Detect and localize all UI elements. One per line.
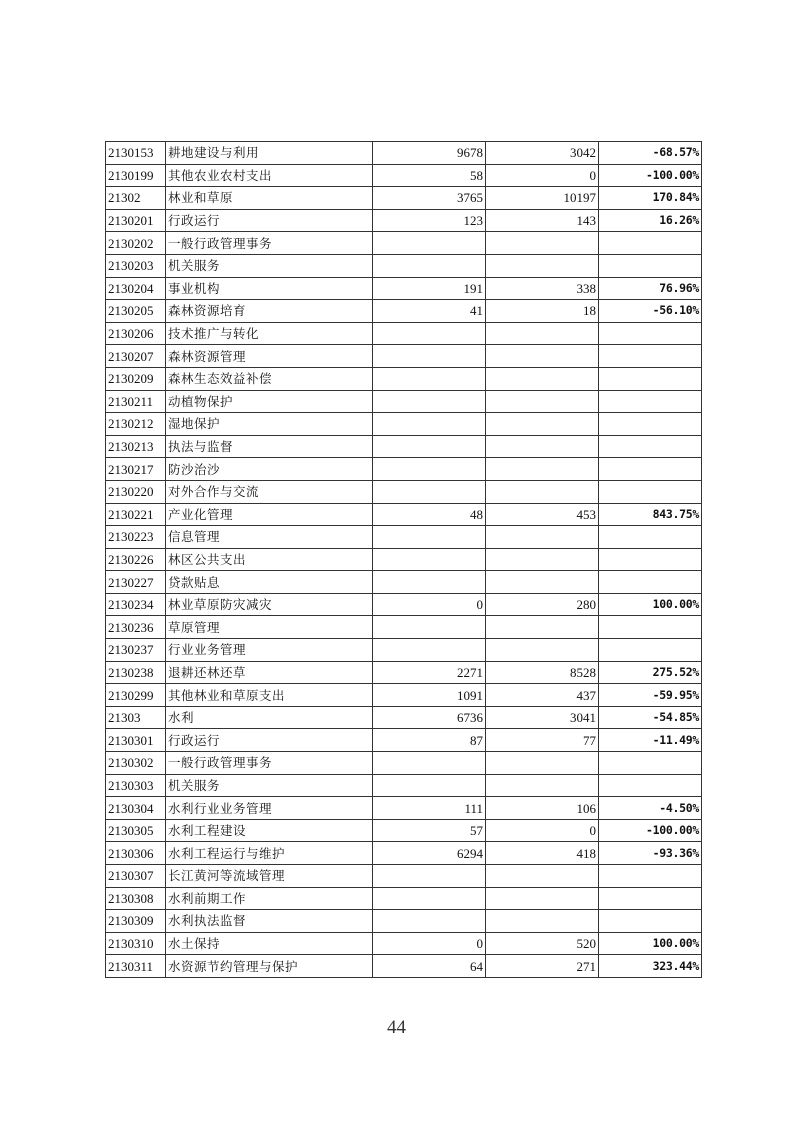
- current-amount-cell: [486, 367, 599, 390]
- item-code-cell: 2130234: [106, 593, 166, 616]
- table-row: [106, 232, 702, 255]
- item-name-cell: 水土保持: [166, 932, 373, 955]
- item-name-cell: 事业机构: [166, 277, 373, 300]
- item-name-cell: 行政运行: [166, 729, 373, 752]
- change-rate-cell: 76.96%: [599, 277, 702, 300]
- item-name-cell: 机关服务: [166, 774, 373, 797]
- item-name-cell: 水利: [166, 706, 373, 729]
- current-amount-cell: [486, 865, 599, 888]
- item-name-cell: 湿地保护: [166, 413, 373, 436]
- change-rate-cell: [599, 639, 702, 662]
- change-rate-cell: [599, 345, 702, 368]
- item-code-cell: 2130306: [106, 842, 166, 865]
- item-code-cell: 2130307: [106, 865, 166, 888]
- current-amount-cell: 453: [486, 503, 599, 526]
- previous-amount-cell: [373, 413, 486, 436]
- item-code-cell: 2130202: [106, 232, 166, 255]
- current-amount-cell: 0: [486, 819, 599, 842]
- item-name-cell: 一般行政管理事务: [166, 232, 373, 255]
- previous-amount-cell: 0: [373, 593, 486, 616]
- change-rate-cell: 16.26%: [599, 209, 702, 232]
- item-code-cell: 2130308: [106, 887, 166, 910]
- change-rate-cell: [599, 367, 702, 390]
- item-name-cell: 技术推广与转化: [166, 322, 373, 345]
- previous-amount-cell: [373, 571, 486, 594]
- previous-amount-cell: 6294: [373, 842, 486, 865]
- current-amount-cell: 8528: [486, 661, 599, 684]
- item-code-cell: 2130238: [106, 661, 166, 684]
- change-rate-cell: [599, 435, 702, 458]
- item-name-cell: 森林资源培育: [166, 300, 373, 323]
- table-row: [106, 322, 702, 345]
- change-rate-cell: [599, 616, 702, 639]
- item-code-cell: 2130153: [106, 142, 166, 165]
- item-code-cell: 2130310: [106, 932, 166, 955]
- table-row: [106, 209, 702, 232]
- change-rate-cell: -68.57%: [599, 142, 702, 165]
- table-row: [106, 752, 702, 775]
- item-name-cell: 水利工程运行与维护: [166, 842, 373, 865]
- current-amount-cell: [486, 254, 599, 277]
- item-code-cell: 21302: [106, 187, 166, 210]
- item-name-cell: 防沙治沙: [166, 458, 373, 481]
- previous-amount-cell: [373, 232, 486, 255]
- current-amount-cell: 18: [486, 300, 599, 323]
- item-name-cell: 耕地建设与利用: [166, 142, 373, 165]
- table-row: [106, 571, 702, 594]
- change-rate-cell: -11.49%: [599, 729, 702, 752]
- previous-amount-cell: [373, 774, 486, 797]
- item-code-cell: 2130211: [106, 390, 166, 413]
- item-code-cell: 2130311: [106, 955, 166, 978]
- item-code-cell: 2130303: [106, 774, 166, 797]
- current-amount-cell: 143: [486, 209, 599, 232]
- current-amount-cell: 418: [486, 842, 599, 865]
- item-name-cell: 动植物保护: [166, 390, 373, 413]
- item-name-cell: 水利工程建设: [166, 819, 373, 842]
- previous-amount-cell: 48: [373, 503, 486, 526]
- table-row: [106, 164, 702, 187]
- current-amount-cell: [486, 345, 599, 368]
- previous-amount-cell: [373, 435, 486, 458]
- table-row: [106, 774, 702, 797]
- change-rate-cell: 100.00%: [599, 932, 702, 955]
- table-row: [106, 390, 702, 413]
- item-name-cell: 贷款贴息: [166, 571, 373, 594]
- table-row: [106, 661, 702, 684]
- change-rate-cell: -54.85%: [599, 706, 702, 729]
- previous-amount-cell: [373, 480, 486, 503]
- previous-amount-cell: 3765: [373, 187, 486, 210]
- item-code-cell: 2130305: [106, 819, 166, 842]
- change-rate-cell: [599, 526, 702, 549]
- table-row: [106, 413, 702, 436]
- table-row: [106, 842, 702, 865]
- item-code-cell: 2130206: [106, 322, 166, 345]
- item-name-cell: 一般行政管理事务: [166, 752, 373, 775]
- current-amount-cell: [486, 435, 599, 458]
- table-row: [106, 706, 702, 729]
- item-code-cell: 2130217: [106, 458, 166, 481]
- item-name-cell: 产业化管理: [166, 503, 373, 526]
- change-rate-cell: [599, 413, 702, 436]
- table-row: [106, 526, 702, 549]
- table-row: [106, 955, 702, 978]
- previous-amount-cell: [373, 390, 486, 413]
- item-name-cell: 对外合作与交流: [166, 480, 373, 503]
- previous-amount-cell: 64: [373, 955, 486, 978]
- table-row: [106, 910, 702, 933]
- table-row: [106, 729, 702, 752]
- item-name-cell: 长江黄河等流域管理: [166, 865, 373, 888]
- current-amount-cell: [486, 526, 599, 549]
- item-name-cell: 信息管理: [166, 526, 373, 549]
- current-amount-cell: 437: [486, 684, 599, 707]
- item-name-cell: 林业和草原: [166, 187, 373, 210]
- item-code-cell: 2130203: [106, 254, 166, 277]
- change-rate-cell: [599, 458, 702, 481]
- change-rate-cell: -56.10%: [599, 300, 702, 323]
- item-code-cell: 2130212: [106, 413, 166, 436]
- item-code-cell: 2130213: [106, 435, 166, 458]
- current-amount-cell: 520: [486, 932, 599, 955]
- table-row: [106, 480, 702, 503]
- previous-amount-cell: [373, 367, 486, 390]
- change-rate-cell: 843.75%: [599, 503, 702, 526]
- change-rate-cell: [599, 910, 702, 933]
- item-code-cell: 21303: [106, 706, 166, 729]
- table-row: [106, 367, 702, 390]
- change-rate-cell: [599, 571, 702, 594]
- table-row: [106, 503, 702, 526]
- previous-amount-cell: [373, 639, 486, 662]
- table-row: [106, 593, 702, 616]
- item-code-cell: 2130199: [106, 164, 166, 187]
- previous-amount-cell: [373, 887, 486, 910]
- change-rate-cell: 170.84%: [599, 187, 702, 210]
- item-name-cell: 水资源节约管理与保护: [166, 955, 373, 978]
- item-code-cell: 2130309: [106, 910, 166, 933]
- current-amount-cell: [486, 752, 599, 775]
- previous-amount-cell: [373, 526, 486, 549]
- item-code-cell: 2130209: [106, 367, 166, 390]
- table-row: [106, 187, 702, 210]
- previous-amount-cell: [373, 865, 486, 888]
- change-rate-cell: [599, 390, 702, 413]
- change-rate-cell: [599, 548, 702, 571]
- table-row: [106, 277, 702, 300]
- previous-amount-cell: [373, 254, 486, 277]
- previous-amount-cell: [373, 616, 486, 639]
- current-amount-cell: [486, 413, 599, 436]
- change-rate-cell: -59.95%: [599, 684, 702, 707]
- current-amount-cell: 271: [486, 955, 599, 978]
- previous-amount-cell: 111: [373, 797, 486, 820]
- item-name-cell: 退耕还林还草: [166, 661, 373, 684]
- current-amount-cell: 3042: [486, 142, 599, 165]
- table-row: [106, 616, 702, 639]
- item-code-cell: 2130204: [106, 277, 166, 300]
- table-row: [106, 819, 702, 842]
- previous-amount-cell: 41: [373, 300, 486, 323]
- previous-amount-cell: 87: [373, 729, 486, 752]
- change-rate-cell: [599, 322, 702, 345]
- change-rate-cell: [599, 774, 702, 797]
- budget-expenditure-table: [105, 141, 702, 978]
- current-amount-cell: [486, 322, 599, 345]
- current-amount-cell: 280: [486, 593, 599, 616]
- item-name-cell: 水利前期工作: [166, 887, 373, 910]
- item-code-cell: 2130223: [106, 526, 166, 549]
- item-name-cell: 行业业务管理: [166, 639, 373, 662]
- current-amount-cell: 338: [486, 277, 599, 300]
- item-name-cell: 草原管理: [166, 616, 373, 639]
- current-amount-cell: [486, 887, 599, 910]
- table-row: [106, 639, 702, 662]
- change-rate-cell: -100.00%: [599, 164, 702, 187]
- previous-amount-cell: 57: [373, 819, 486, 842]
- previous-amount-cell: 0: [373, 932, 486, 955]
- item-name-cell: 行政运行: [166, 209, 373, 232]
- item-code-cell: 2130207: [106, 345, 166, 368]
- current-amount-cell: [486, 480, 599, 503]
- previous-amount-cell: 6736: [373, 706, 486, 729]
- previous-amount-cell: [373, 752, 486, 775]
- change-rate-cell: 275.52%: [599, 661, 702, 684]
- current-amount-cell: [486, 616, 599, 639]
- table-row: [106, 684, 702, 707]
- change-rate-cell: [599, 865, 702, 888]
- item-code-cell: 2130205: [106, 300, 166, 323]
- current-amount-cell: [486, 639, 599, 662]
- current-amount-cell: [486, 390, 599, 413]
- item-name-cell: 森林资源管理: [166, 345, 373, 368]
- current-amount-cell: 10197: [486, 187, 599, 210]
- item-code-cell: 2130302: [106, 752, 166, 775]
- current-amount-cell: [486, 548, 599, 571]
- current-amount-cell: 0: [486, 164, 599, 187]
- table-row: [106, 887, 702, 910]
- current-amount-cell: [486, 910, 599, 933]
- change-rate-cell: 323.44%: [599, 955, 702, 978]
- item-name-cell: 林区公共支出: [166, 548, 373, 571]
- table-row: [106, 300, 702, 323]
- change-rate-cell: [599, 232, 702, 255]
- item-code-cell: 2130301: [106, 729, 166, 752]
- item-code-cell: 2130236: [106, 616, 166, 639]
- current-amount-cell: 77: [486, 729, 599, 752]
- current-amount-cell: [486, 774, 599, 797]
- previous-amount-cell: 123: [373, 209, 486, 232]
- change-rate-cell: [599, 752, 702, 775]
- item-code-cell: 2130304: [106, 797, 166, 820]
- change-rate-cell: [599, 254, 702, 277]
- change-rate-cell: -4.50%: [599, 797, 702, 820]
- table-body: [106, 142, 702, 978]
- table-row: [106, 435, 702, 458]
- previous-amount-cell: 2271: [373, 661, 486, 684]
- current-amount-cell: [486, 458, 599, 481]
- item-code-cell: 2130237: [106, 639, 166, 662]
- item-code-cell: 2130201: [106, 209, 166, 232]
- change-rate-cell: 100.00%: [599, 593, 702, 616]
- item-name-cell: 水利行业业务管理: [166, 797, 373, 820]
- item-name-cell: 其他林业和草原支出: [166, 684, 373, 707]
- previous-amount-cell: 1091: [373, 684, 486, 707]
- table-row: [106, 142, 702, 165]
- item-code-cell: 2130226: [106, 548, 166, 571]
- table-row: [106, 932, 702, 955]
- previous-amount-cell: 9678: [373, 142, 486, 165]
- item-name-cell: 其他农业农村支出: [166, 164, 373, 187]
- change-rate-cell: [599, 480, 702, 503]
- current-amount-cell: 3041: [486, 706, 599, 729]
- table-row: [106, 865, 702, 888]
- table-row: [106, 254, 702, 277]
- previous-amount-cell: 58: [373, 164, 486, 187]
- current-amount-cell: 106: [486, 797, 599, 820]
- table-row: [106, 458, 702, 481]
- item-name-cell: 水利执法监督: [166, 910, 373, 933]
- previous-amount-cell: [373, 345, 486, 368]
- current-amount-cell: [486, 232, 599, 255]
- change-rate-cell: [599, 887, 702, 910]
- change-rate-cell: -93.36%: [599, 842, 702, 865]
- table-row: [106, 345, 702, 368]
- previous-amount-cell: [373, 458, 486, 481]
- previous-amount-cell: [373, 548, 486, 571]
- page-number: 44: [387, 1017, 406, 1038]
- item-name-cell: 林业草原防灾减灾: [166, 593, 373, 616]
- table-row: [106, 797, 702, 820]
- item-code-cell: 2130227: [106, 571, 166, 594]
- item-code-cell: 2130221: [106, 503, 166, 526]
- previous-amount-cell: [373, 910, 486, 933]
- item-code-cell: 2130220: [106, 480, 166, 503]
- item-name-cell: 机关服务: [166, 254, 373, 277]
- previous-amount-cell: 191: [373, 277, 486, 300]
- current-amount-cell: [486, 571, 599, 594]
- table-row: [106, 548, 702, 571]
- item-name-cell: 森林生态效益补偿: [166, 367, 373, 390]
- previous-amount-cell: [373, 322, 486, 345]
- item-name-cell: 执法与监督: [166, 435, 373, 458]
- change-rate-cell: -100.00%: [599, 819, 702, 842]
- item-code-cell: 2130299: [106, 684, 166, 707]
